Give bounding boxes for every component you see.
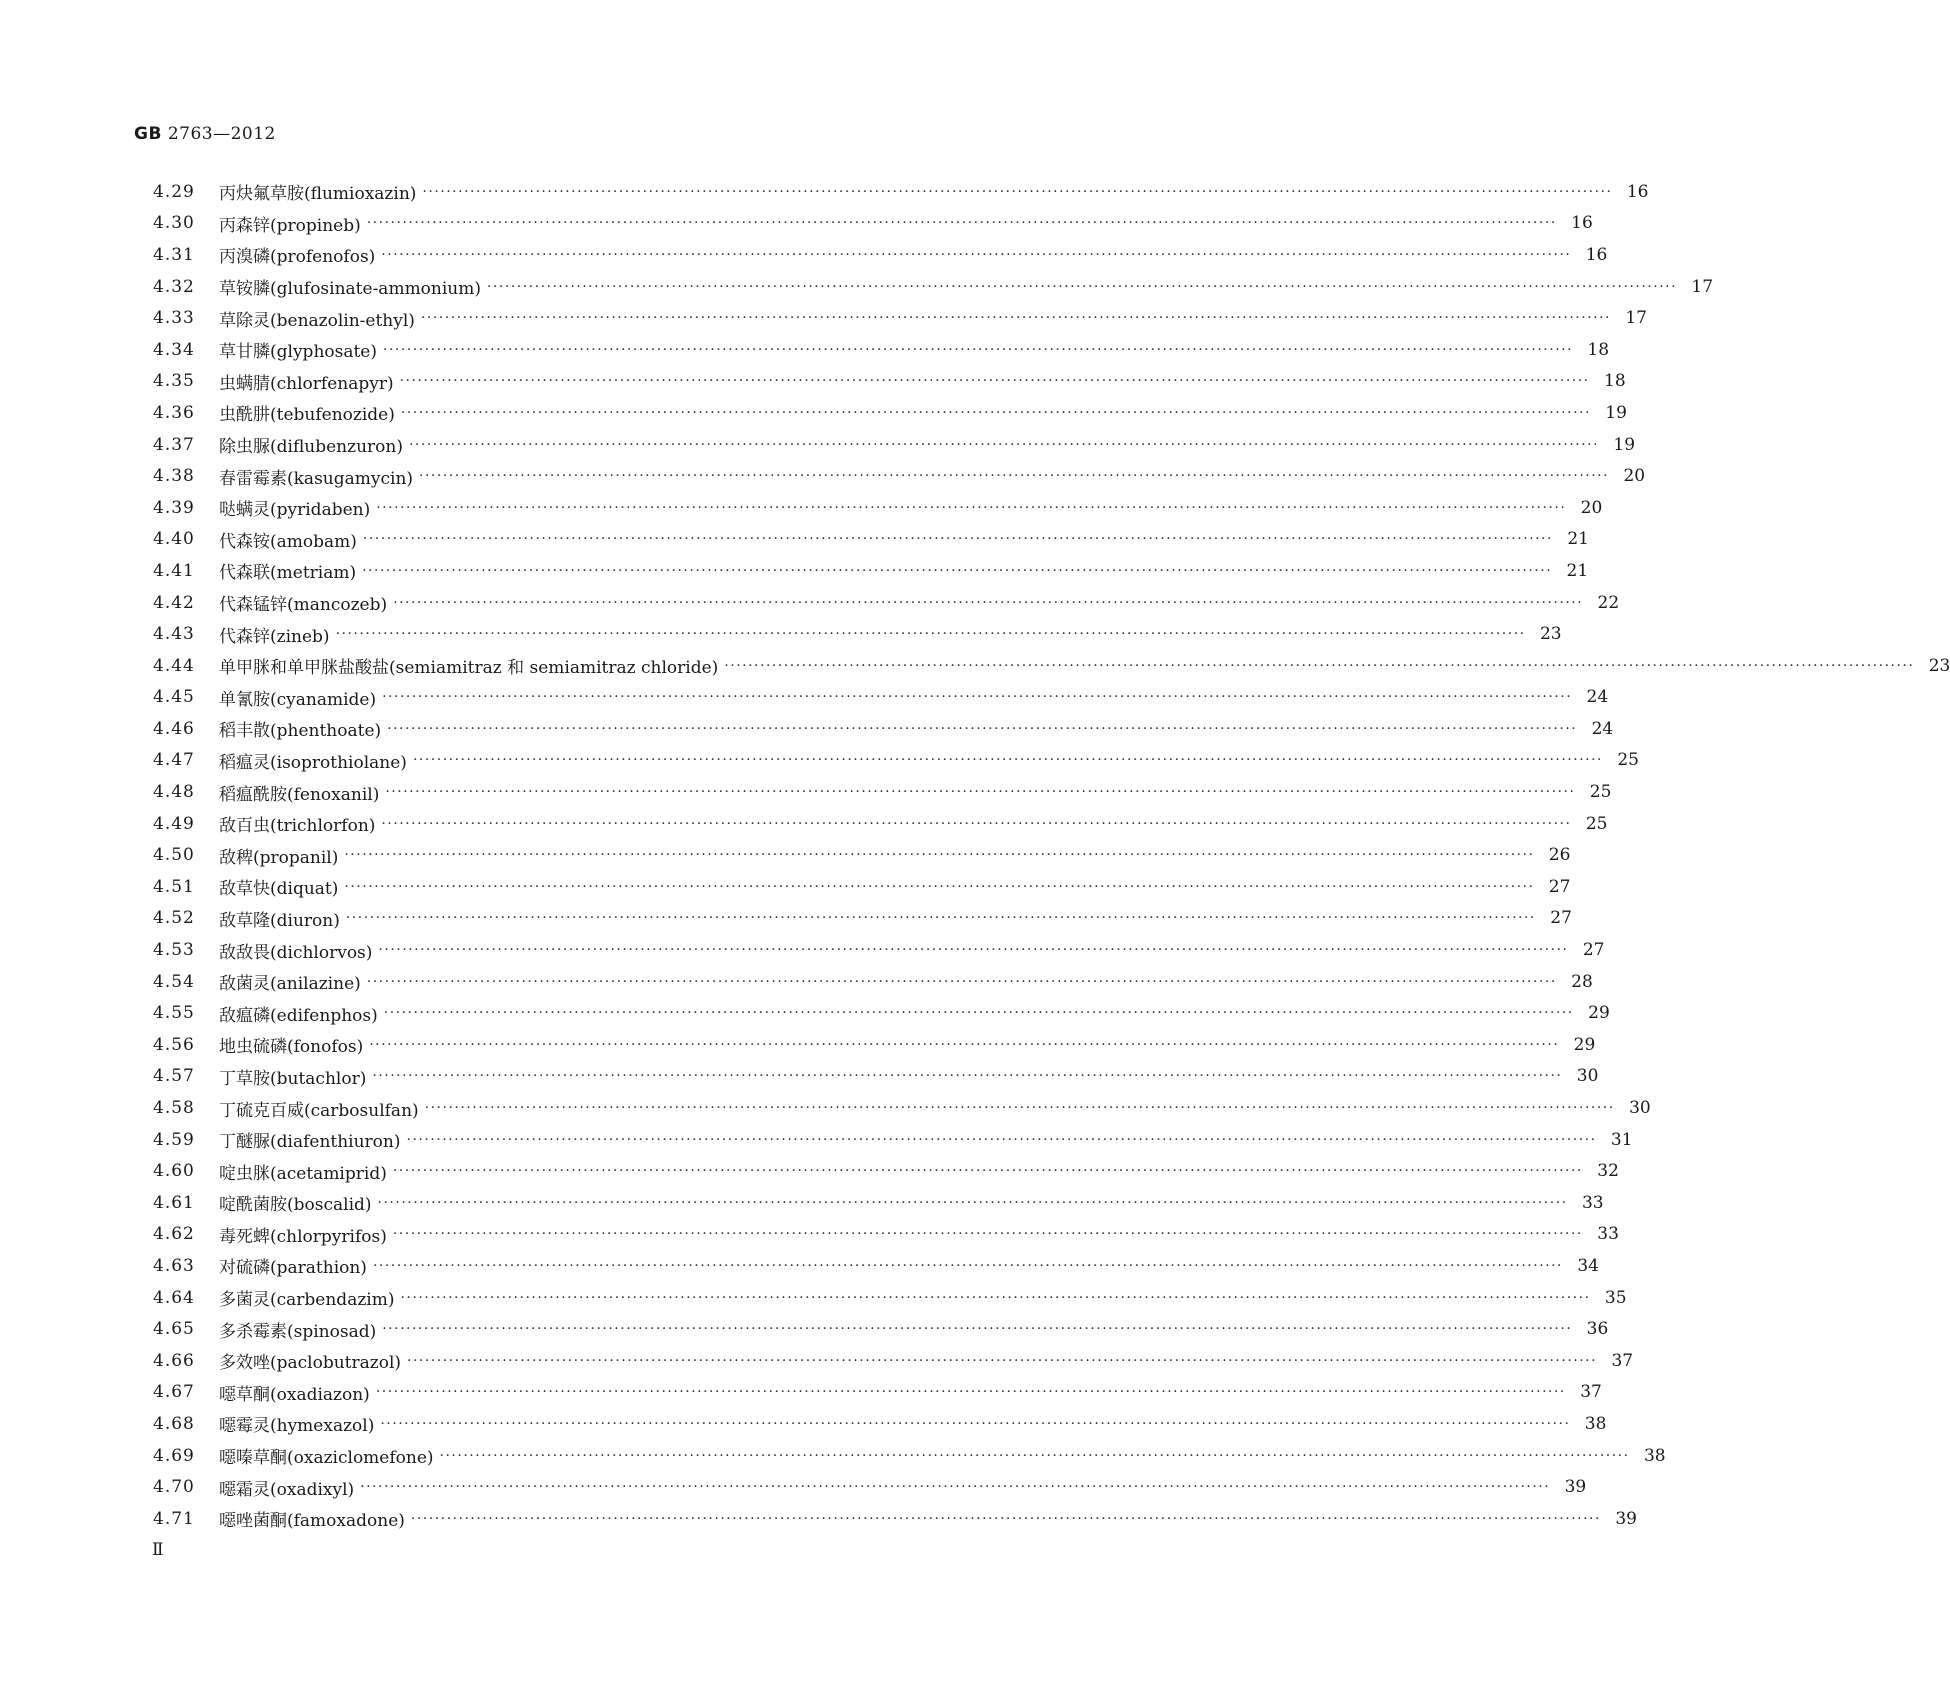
toc-entry[interactable] xyxy=(153,618,1562,650)
toc-dot-leader: ········································································································································································································ xyxy=(382,1321,1573,1338)
toc-entry[interactable] xyxy=(153,839,1571,871)
toc-dot-leader: ········································································································································································································ xyxy=(412,752,1603,769)
toc-entry-title: 敌草隆(diuron) xyxy=(219,910,340,931)
toc-entry-title: 虫螨腈(chlorfenapyr) xyxy=(219,373,394,394)
toc-entry-page: 24 xyxy=(1586,687,1609,708)
toc-entry-number: 4.51 xyxy=(153,876,195,897)
toc-entry-title: 敌稗(propanil) xyxy=(219,847,339,868)
toc-entry-page: 23 xyxy=(1539,624,1562,645)
toc-entry-number: 4.62 xyxy=(153,1224,195,1245)
toc-dot-leader: ········································································································································································································ xyxy=(406,1131,1597,1148)
toc-entry-number: 4.58 xyxy=(153,1098,195,1119)
toc-entry-page: 29 xyxy=(1573,1034,1596,1055)
toc-entry-title: 虫酰肼(tebufenozide) xyxy=(219,405,395,426)
toc-entry-title: 噁草酮(oxadiazon) xyxy=(219,1384,370,1405)
toc-entry-number: 4.52 xyxy=(153,908,195,929)
toc-entry-number: 4.37 xyxy=(153,434,195,455)
toc-dot-leader: ········································································································································································································ xyxy=(366,973,1557,990)
toc-entry-number: 4.29 xyxy=(153,181,195,202)
toc-entry-title: 单甲脒和单甲脒盐酸盐(semiamitraz 和 semiamitraz chloride) xyxy=(219,658,719,679)
toc-entry-page: 30 xyxy=(1629,1098,1651,1119)
toc-entry[interactable] xyxy=(153,366,1626,398)
toc-entry-page: 37 xyxy=(1611,1350,1634,1371)
toc-entry-page: 34 xyxy=(1577,1255,1599,1276)
toc-dot-leader: ········································································································································································································ xyxy=(408,436,1600,453)
toc-dot-leader: ········································································································································································································ xyxy=(383,1005,1574,1022)
toc-entry-title: 哒螨灵(pyridaben) xyxy=(219,500,371,521)
toc-entry-number: 4.65 xyxy=(153,1319,195,1340)
toc-dot-leader: ········································································································································································································ xyxy=(372,1257,1563,1274)
toc-entry-number: 4.71 xyxy=(153,1508,195,1529)
toc-entry-number: 4.67 xyxy=(153,1382,195,1403)
toc-entry[interactable] xyxy=(153,208,1593,240)
toc-entry-number: 4.56 xyxy=(153,1034,195,1055)
toc-entry-page: 21 xyxy=(1566,560,1589,581)
toc-entry-title: 地虫硫磷(fonofos) xyxy=(219,1037,364,1058)
toc-entry-title: 草除灵(benazolin-ethyl) xyxy=(219,310,415,331)
toc-entry-number: 4.43 xyxy=(153,624,195,645)
toc-entry-page: 25 xyxy=(1589,782,1612,803)
toc-entry[interactable] xyxy=(153,997,1610,1029)
toc-entry-title: 噁唑菌酮(famoxadone) xyxy=(219,1511,405,1532)
toc-entry-page: 24 xyxy=(1591,718,1614,739)
toc-entry-title: 丙溴磷(profenofos) xyxy=(219,247,376,268)
toc-entry[interactable] xyxy=(153,302,1647,334)
toc-entry-page: 33 xyxy=(1597,1224,1619,1245)
toc-dot-leader: ········································································································································································································ xyxy=(362,531,1553,548)
toc-entry-number: 4.40 xyxy=(153,529,195,550)
toc-entry-number: 4.69 xyxy=(153,1445,195,1466)
toc-entry[interactable] xyxy=(153,682,1609,714)
toc-dot-leader: ········································································································································································································ xyxy=(487,278,1678,295)
toc-entry-page: 19 xyxy=(1613,434,1636,455)
toc-entry-page: 20 xyxy=(1580,497,1603,518)
toc-entry[interactable] xyxy=(153,239,1608,271)
toc-entry[interactable] xyxy=(153,1345,1634,1377)
toc-entry-number: 4.32 xyxy=(153,276,195,297)
toc-entry-page: 23 xyxy=(1928,655,1950,676)
toc-entry-number: 4.45 xyxy=(153,687,195,708)
toc-entry-number: 4.50 xyxy=(153,845,195,866)
toc-entry-number: 4.46 xyxy=(153,718,195,739)
toc-entry[interactable] xyxy=(153,934,1605,966)
toc-entry[interactable] xyxy=(153,1155,1619,1187)
toc-entry-number: 4.70 xyxy=(153,1477,195,1498)
toc-dot-leader: ········································································································································································································ xyxy=(344,847,1535,864)
toc-entry[interactable] xyxy=(153,650,1950,682)
toc-entry[interactable] xyxy=(153,1219,1619,1251)
toc-entry-page: 27 xyxy=(1582,940,1605,961)
toc-entry[interactable] xyxy=(153,1408,1607,1440)
toc-entry[interactable] xyxy=(153,397,1627,429)
toc-dot-leader: ········································································································································································································ xyxy=(376,499,1567,516)
toc-entry-page: 33 xyxy=(1581,1192,1604,1213)
toc-entry-title: 稻瘟酰胺(fenoxanil) xyxy=(219,784,380,805)
toc-entry-page: 39 xyxy=(1615,1508,1637,1529)
toc-entry-number: 4.47 xyxy=(153,750,195,771)
toc-entry-title: 敌瘟磷(edifenphos) xyxy=(219,1005,378,1026)
toc-dot-leader: ········································································································································································································ xyxy=(422,183,1613,200)
toc-entry-number: 4.68 xyxy=(153,1413,195,1434)
toc-entry-title: 多菌灵(carbendazim) xyxy=(219,1290,395,1311)
toc-entry[interactable] xyxy=(153,1061,1599,1093)
toc-entry-title: 草铵膦(glufosinate-ammonium) xyxy=(219,279,482,300)
toc-dot-leader: ········································································································································································································ xyxy=(375,1384,1566,1401)
toc-entry[interactable] xyxy=(153,1124,1633,1156)
toc-entry-number: 4.60 xyxy=(153,1161,195,1182)
toc-entry-title: 噁嗪草酮(oxaziclomefone) xyxy=(219,1448,434,1469)
toc-dot-leader: ········································································································································································································ xyxy=(385,784,1576,801)
toc-entry-page: 16 xyxy=(1626,181,1649,202)
toc-entry-page: 35 xyxy=(1604,1287,1627,1308)
toc-entry[interactable] xyxy=(153,1440,1666,1472)
toc-entry-title: 啶酰菌胺(boscalid) xyxy=(219,1195,372,1216)
toc-entry-number: 4.39 xyxy=(153,497,195,518)
toc-dot-leader: ········································································································································································································ xyxy=(392,1226,1583,1243)
toc-dot-leader: ········································································································································································································ xyxy=(400,1289,1591,1306)
toc-dot-leader: ········································································································································································································ xyxy=(383,341,1574,358)
toc-entry-number: 4.42 xyxy=(153,592,195,613)
toc-entry[interactable] xyxy=(153,1029,1596,1061)
toc-entry-page: 31 xyxy=(1610,1129,1633,1150)
toc-entry-title: 啶虫脒(acetamiprid) xyxy=(219,1163,387,1184)
document-header xyxy=(134,124,276,144)
standard-code: GB xyxy=(134,124,162,144)
toc-dot-leader: ········································································································································································································ xyxy=(407,1352,1598,1369)
toc-entry[interactable] xyxy=(153,776,1612,808)
toc-entry-number: 4.48 xyxy=(153,782,195,803)
toc-dot-leader: ········································································································································································································ xyxy=(335,626,1526,643)
toc-entry-number: 4.55 xyxy=(153,1003,195,1024)
toc-entry-page: 28 xyxy=(1571,971,1593,992)
toc-entry-title: 丁草胺(butachlor) xyxy=(219,1068,367,1089)
toc-entry-number: 4.59 xyxy=(153,1129,195,1150)
toc-entry-title: 代森铵(amobam) xyxy=(219,531,357,552)
toc-entry-number: 4.54 xyxy=(153,971,195,992)
toc-entry-page: 17 xyxy=(1691,276,1714,297)
toc-dot-leader: ········································································································································································································ xyxy=(387,720,1578,737)
toc-entry-title: 敌敌畏(dichlorvos) xyxy=(219,942,373,963)
toc-entry-number: 4.38 xyxy=(153,466,195,487)
toc-entry-title: 草甘膦(glyphosate) xyxy=(219,342,378,363)
toc-dot-leader: ········································································································································································································ xyxy=(381,815,1572,832)
toc-dot-leader: ········································································································································································································ xyxy=(369,1036,1560,1053)
page-number-footer: Ⅱ xyxy=(152,1540,164,1560)
toc-entry[interactable] xyxy=(153,1313,1609,1345)
toc-entry[interactable] xyxy=(153,1471,1587,1503)
toc-entry[interactable] xyxy=(153,1092,1651,1124)
toc-dot-leader: ········································································································································································································ xyxy=(420,310,1611,327)
toc-entry-title: 代森联(metriam) xyxy=(219,563,357,584)
toc-entry-number: 4.33 xyxy=(153,308,195,329)
toc-entry[interactable] xyxy=(153,1282,1627,1314)
toc-entry-title: 代森锌(zineb) xyxy=(219,626,330,647)
toc-entry[interactable] xyxy=(153,713,1614,745)
toc-entry-number: 4.44 xyxy=(153,655,195,676)
toc-entry-number: 4.63 xyxy=(153,1255,195,1276)
toc-entry-title: 敌百虫(trichlorfon) xyxy=(219,816,376,837)
toc-entry[interactable] xyxy=(153,871,1571,903)
toc-entry-title: 丙炔氟草胺(flumioxazin) xyxy=(219,184,417,205)
toc-entry-title: 稻瘟灵(isoprothiolane) xyxy=(219,752,407,773)
toc-entry-title: 稻丰散(phenthoate) xyxy=(219,721,382,742)
toc-entry-number: 4.53 xyxy=(153,940,195,961)
toc-entry-number: 4.66 xyxy=(153,1350,195,1371)
toc-entry-number: 4.30 xyxy=(153,213,195,234)
toc-entry-title: 春雷霉素(kasugamycin) xyxy=(219,468,414,489)
toc-entry-title: 丙森锌(propineb) xyxy=(219,215,361,236)
table-of-contents xyxy=(153,176,1950,1535)
toc-entry-number: 4.41 xyxy=(153,560,195,581)
toc-entry-page: 38 xyxy=(1643,1445,1666,1466)
toc-entry-page: 18 xyxy=(1587,339,1610,360)
toc-entry-title: 敌草快(diquat) xyxy=(219,879,339,900)
toc-dot-leader: ········································································································································································································ xyxy=(380,1415,1571,1432)
toc-dot-leader: ········································································································································································································ xyxy=(362,562,1553,579)
toc-entry-page: 27 xyxy=(1550,908,1572,929)
toc-entry[interactable] xyxy=(153,966,1593,998)
toc-dot-leader: ········································································································································································································ xyxy=(382,689,1573,706)
toc-entry[interactable] xyxy=(153,903,1572,935)
standard-number: 2763—2012 xyxy=(167,124,276,144)
toc-entry-title: 除虫脲(diflubenzuron) xyxy=(219,437,403,458)
toc-entry-page: 38 xyxy=(1584,1413,1607,1434)
toc-entry-page: 30 xyxy=(1576,1066,1599,1087)
toc-entry-title: 代森锰锌(mancozeb) xyxy=(219,595,388,616)
toc-dot-leader: ········································································································································································································ xyxy=(360,1479,1551,1496)
toc-entry-page: 16 xyxy=(1585,244,1608,265)
toc-entry-title: 噁霉灵(hymexazol) xyxy=(219,1416,375,1437)
toc-dot-leader: ········································································································································································································ xyxy=(378,942,1569,959)
toc-entry-page: 19 xyxy=(1605,402,1627,423)
toc-entry[interactable] xyxy=(153,587,1620,619)
toc-dot-leader: ········································································································································································································ xyxy=(410,1510,1601,1527)
toc-entry-number: 4.64 xyxy=(153,1287,195,1308)
toc-entry-page: 27 xyxy=(1548,876,1571,897)
toc-dot-leader: ········································································································································································································ xyxy=(381,246,1572,263)
toc-entry[interactable] xyxy=(153,334,1610,366)
toc-entry[interactable] xyxy=(153,1250,1599,1282)
toc-entry-page: 39 xyxy=(1564,1477,1587,1498)
toc-entry-page: 20 xyxy=(1623,466,1646,487)
toc-entry-page: 25 xyxy=(1585,813,1608,834)
toc-dot-leader: ········································································································································································································ xyxy=(366,215,1557,232)
toc-entry[interactable] xyxy=(153,1377,1602,1409)
toc-entry[interactable] xyxy=(153,271,1714,303)
toc-dot-leader: ········································································································································································································ xyxy=(400,404,1591,421)
toc-entry-title: 噁霜灵(oxadixyl) xyxy=(219,1479,355,1500)
toc-entry-title: 敌菌灵(anilazine) xyxy=(219,974,361,995)
toc-entry-title: 丁醚脲(diafenthiuron) xyxy=(219,1132,401,1153)
toc-entry-page: 36 xyxy=(1586,1319,1609,1340)
toc-entry-page: 16 xyxy=(1571,213,1593,234)
toc-dot-leader: ········································································································································································································ xyxy=(344,878,1535,895)
toc-entry-page: 22 xyxy=(1597,592,1620,613)
toc-dot-leader: ········································································································································································································ xyxy=(345,910,1536,927)
toc-entry-page: 26 xyxy=(1548,845,1571,866)
toc-dot-leader: ········································································································································································································ xyxy=(393,594,1584,611)
toc-entry-page: 25 xyxy=(1617,750,1639,771)
toc-entry-number: 4.34 xyxy=(153,339,195,360)
toc-entry-title: 毒死蜱(chlorpyrifos) xyxy=(219,1226,387,1247)
toc-dot-leader: ········································································································································································································ xyxy=(419,468,1610,485)
toc-entry[interactable] xyxy=(153,524,1589,556)
toc-entry[interactable] xyxy=(153,555,1589,587)
toc-entry-title: 对硫磷(parathion) xyxy=(219,1258,367,1279)
toc-entry-title: 丁硫克百威(carbosulfan) xyxy=(219,1100,419,1121)
toc-entry-number: 4.61 xyxy=(153,1192,195,1213)
toc-entry[interactable] xyxy=(153,1187,1604,1219)
toc-entry[interactable] xyxy=(153,492,1603,524)
toc-entry[interactable] xyxy=(153,1503,1637,1535)
toc-entry[interactable] xyxy=(153,808,1608,840)
toc-entry[interactable] xyxy=(153,460,1646,492)
toc-entry-number: 4.31 xyxy=(153,244,195,265)
toc-entry-number: 4.36 xyxy=(153,402,195,423)
toc-dot-leader: ········································································································································································································ xyxy=(377,1194,1568,1211)
toc-dot-leader: ········································································································································································································ xyxy=(372,1068,1563,1085)
toc-entry-page: 18 xyxy=(1604,371,1626,392)
toc-entry-number: 4.35 xyxy=(153,371,195,392)
toc-entry-page: 21 xyxy=(1567,529,1589,550)
toc-dot-leader: ········································································································································································································ xyxy=(424,1100,1615,1117)
toc-entry-title: 单氰胺(cyanamide) xyxy=(219,689,377,710)
toc-entry-number: 4.57 xyxy=(153,1066,195,1087)
toc-dot-leader: ········································································································································································································ xyxy=(399,373,1590,390)
toc-entry[interactable] xyxy=(153,745,1639,777)
toc-entry-title: 多杀霉素(spinosad) xyxy=(219,1321,377,1342)
toc-entry-number: 4.49 xyxy=(153,813,195,834)
toc-entry-page: 37 xyxy=(1580,1382,1602,1403)
toc-entry-title: 多效唑(paclobutrazol) xyxy=(219,1353,402,1374)
toc-dot-leader: ········································································································································································································ xyxy=(724,657,1915,674)
toc-dot-leader: ········································································································································································································ xyxy=(439,1447,1630,1464)
toc-entry-page: 17 xyxy=(1625,308,1647,329)
toc-entry-page: 29 xyxy=(1588,1003,1610,1024)
toc-entry-page: 32 xyxy=(1597,1161,1619,1182)
toc-dot-leader: ········································································································································································································ xyxy=(392,1163,1583,1180)
toc-entry[interactable] xyxy=(153,176,1649,208)
toc-entry[interactable] xyxy=(153,429,1636,461)
